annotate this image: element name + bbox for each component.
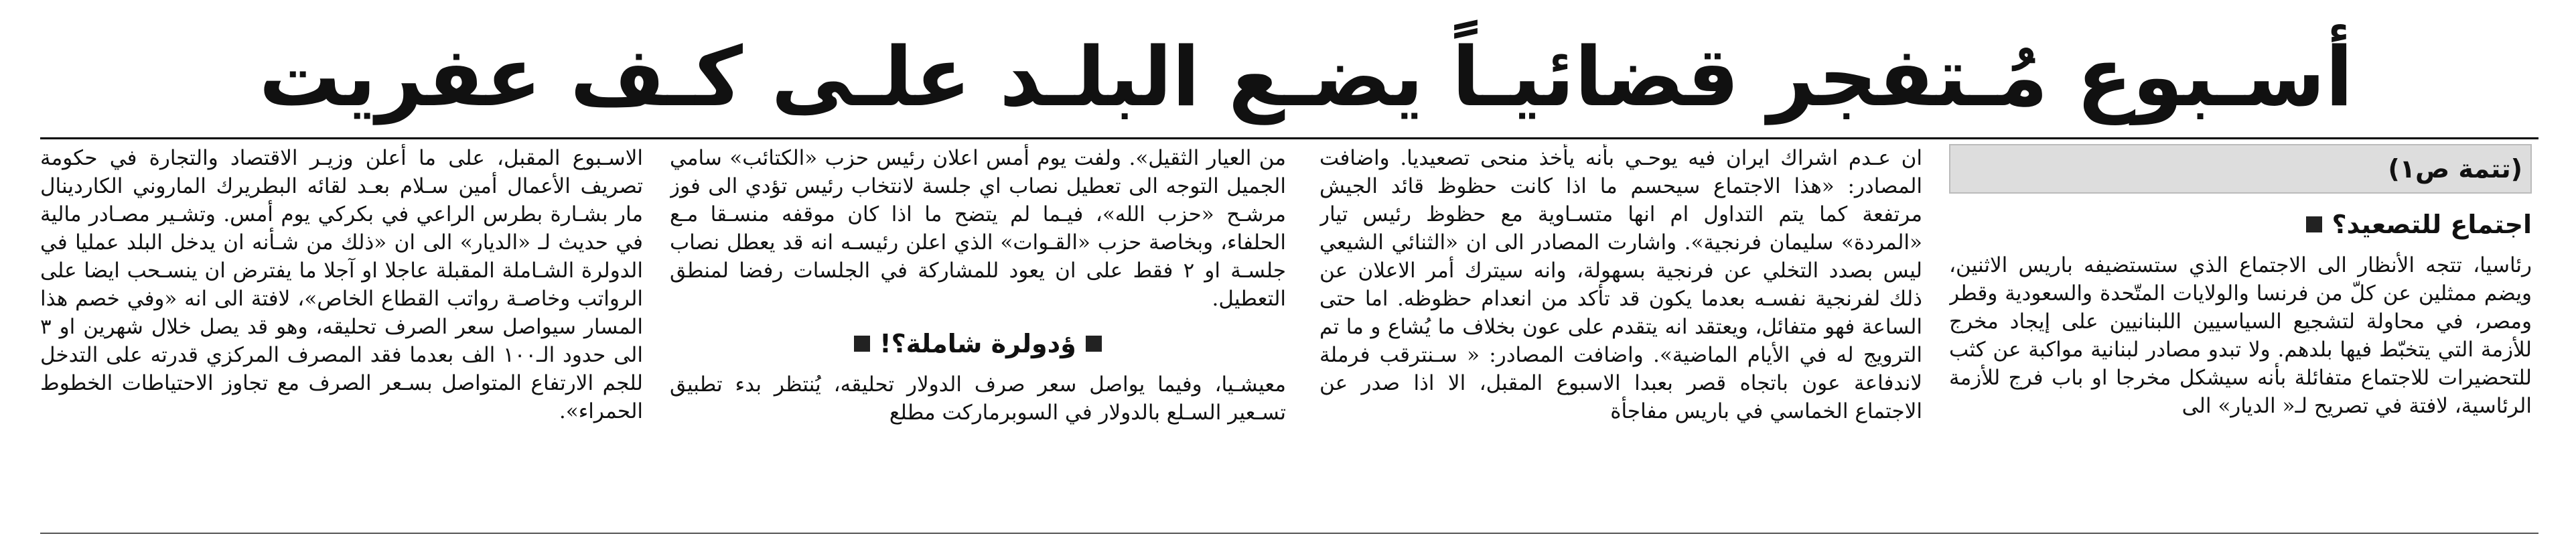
- column-3: [670, 144, 1286, 519]
- subhead-text: اجتماع للتصعيد؟: [2332, 210, 2532, 239]
- square-bullet-icon: [854, 336, 870, 352]
- bottom-rule: [40, 533, 2538, 534]
- continuation-box: (تتمة ص١): [1949, 144, 2532, 194]
- top-rule: [40, 137, 2538, 139]
- column-4: [40, 144, 643, 519]
- headline: أسـبوع مُـتفجر قضائيـاً يضـع البلـد علـى كـف عفريت: [259, 29, 2354, 125]
- column-1: [1949, 144, 2532, 519]
- article-paragraph: معيشـيا، وفيما يواصل سعر صرف الدولار تحليقه، يُنتظر بدء تطبيق تسـعير السـلع بالدولار في السوبرماركت مطلع: [670, 372, 1286, 425]
- column-2: [1319, 144, 1922, 519]
- article-paragraph: ان عـدم اشراك ايران فيه يوحـي بأنه يأخذ منحى تصعيديا. واضافت المصادر: «هذا الاجتماع سيحسم ما اذا كانت حظوظ قائد الجيش مرتفعة كما يتم التداول ام انها متسـاوية مع حظوظ رئيس تيار «المردة» سليمان فرنجية». واشارت المصادر الى ان «الثنائي الشيعي ليس بصدد التخلي عن فرنجية بسهولة، وانه سيترك أمر الاعلان عن ذلك لفرنجية نفسـه بعدما يكون قد تأكد من انعدام حظوظه. اما حتى الساعة فهو متفائل، ويعتقد انه يتقدم على عون بخلاف ما يُشاع و ما تم الترويج له في الأيام الماضية». واضافت المصادر: « سـنترقب فرملة لاندفاعة عون باتجاه قصر بعبدا الاسبوع المقبل، الا اذا صدر عن الاجتماع الخماسي في باريس مفاجأة: [1319, 146, 1922, 423]
- article-paragraph: الاسـبوع المقبل، على ما أعلن وزيـر الاقتصاد والتجارة في حكومة تصريف الأعمال أمين سـلام بعـد لقائه البطريرك الماروني الكاردينال مار بشـارة بطرس الراعي في بكركي يوم أمس. وتشـير مصـادر مالية في حديث لـ «الديار» الى ان «ذلك من شـأنه ان يدخل البلد عمليا في الدولرة الشـاملة المقبلة عاجلا او آجلا ما يفترض ان ينسـحب ايضا على الرواتب وخاصـة رواتب القطاع الخاص»، لافتة الى انه «وفي خصم هذا المسار سيواصل سعر الصرف تحليقه، وهو قد يصل خلال شهرين او ٣ الى حدود الـ١٠٠ الف بعدما فقد المصرف المركزي قدرته على التدخل للجم الارتفاع المتواصل بسـعر الصرف مع تجاوز الاحتياطات الخطوط الحمراء».: [40, 146, 643, 423]
- subhead-escalation: [1949, 204, 2532, 245]
- square-bullet-icon: [2306, 216, 2322, 232]
- article-paragraph: رئاسيا، تتجه الأنظار الى الاجتماع الذي ستستضيفه باريس الاثنين، ويضم ممثلين عن كلّ من فرنسا والولايات المتّحدة والسعودية وقطر ومصر، في محاولة لتشجيع السياسيين اللبنانيين على إيجاد مخرج للأزمة التي يتخبّط فيها بلدهم. ولا تبدو مصادر لبنانية مواكبة عن كثب للتحضيرات للاجتماع متفائلة بأنه سيشكل مخرجا او باب فرج للأزمة الرئاسية، لافتة في تصريح لـ« الديار» الى: [1949, 253, 2532, 418]
- article-paragraph: من العيار الثقيل». ولفت يوم أمس اعلان رئيس حزب «الكتائب» سامي الجميل التوجه الى تعطيل نصاب اي جلسة لانتخاب رئيس تؤدي الى فوز مرشـح «حزب الله»، فيـما لم يتضح ما اذا كان موقفه منسـقا مـع الحلفاء، وبخاصة حزب «القـوات» الذي اعلن رئيسـه انه قد يعطل نصاب جلسـة او ٢ فقط على ان يعود للمشاركة في الجلسات رفضا لمنطق التعطيل.: [670, 146, 1286, 311]
- subhead-text: ؤدولرة شاملة؟!: [879, 329, 1076, 358]
- subhead-dollarization: [670, 324, 1286, 364]
- square-bullet-icon: [1086, 336, 1102, 352]
